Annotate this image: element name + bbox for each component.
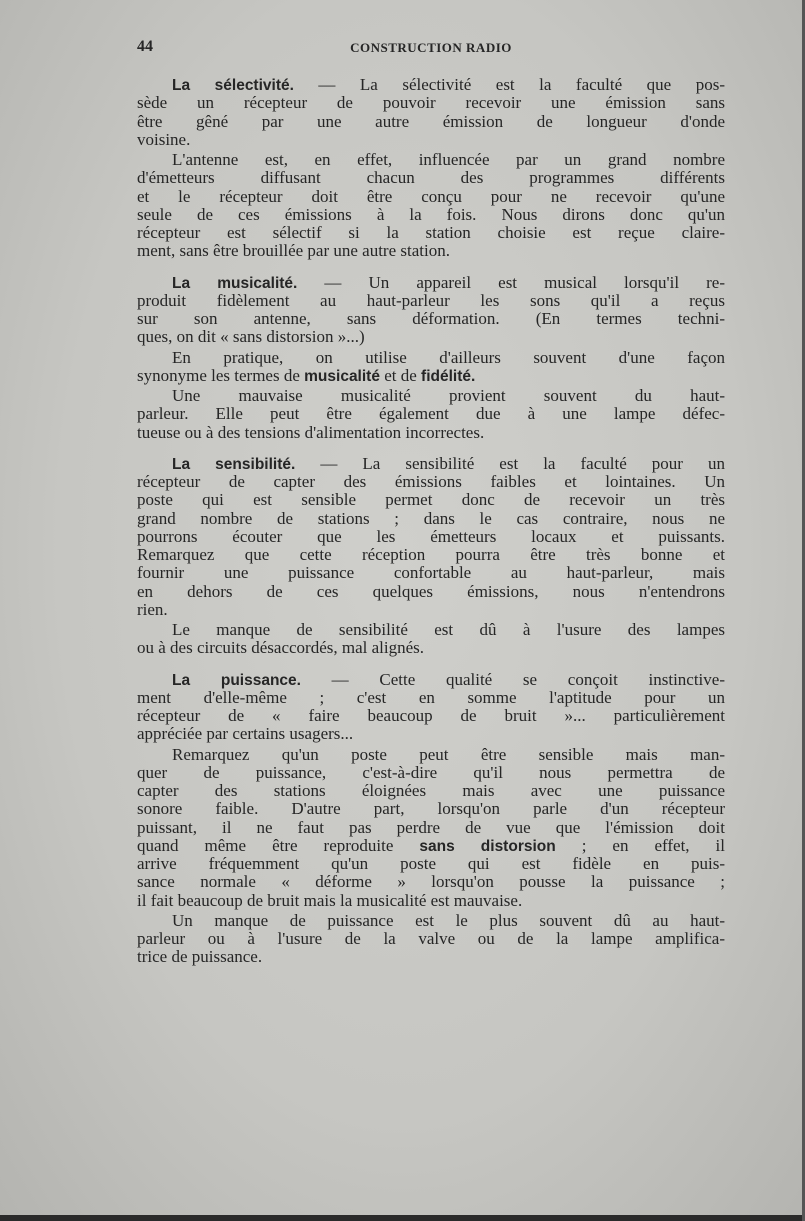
line-text: récepteur de « faire beaucoup de bruit »... particulièrement xyxy=(137,706,725,725)
text-line xyxy=(137,621,725,639)
text-line xyxy=(137,455,725,473)
line-text: arrive fréquemment qu'un poste qui est fidèle en puis- xyxy=(137,854,725,873)
line-text: — La sélectivité est la faculté que pos- xyxy=(293,75,725,94)
text-line xyxy=(137,113,725,131)
text-line xyxy=(137,583,725,601)
text-line xyxy=(137,94,725,112)
text-line xyxy=(137,707,725,725)
page-bottom-edge xyxy=(0,1215,805,1221)
line-text: parleur ou à l'usure de la valve ou de la lampe amplifica- xyxy=(137,929,725,948)
paragraph xyxy=(137,746,725,910)
page-number: 44 xyxy=(137,38,153,55)
text-line xyxy=(137,242,725,260)
section-heading: La sélectivité. xyxy=(172,77,294,94)
paragraph xyxy=(137,274,725,347)
line-text: quand même être reproduite xyxy=(137,835,420,855)
text-line xyxy=(137,725,725,743)
line-text: parleur. Elle peut être également due à une lampe défec- xyxy=(137,404,725,424)
text-line xyxy=(137,491,725,509)
line-text: Le manque de sensibilité est dû à l'usure des lampes xyxy=(172,620,725,639)
text-line xyxy=(137,274,725,292)
line-text: ment d'elle-même ; c'est en somme l'aptitude pour un xyxy=(137,687,725,707)
section xyxy=(137,671,725,967)
line-text: rien. xyxy=(137,599,168,619)
line-text: fournir une puissance confortable au haut-parleur, mais xyxy=(137,563,725,583)
text-line xyxy=(137,930,725,948)
text-line xyxy=(137,912,725,930)
line-text: sance normale « déforme » lorsqu'on pousse la puissance ; xyxy=(137,872,725,892)
text-line xyxy=(137,510,725,528)
text-line xyxy=(137,528,725,546)
running-title: CONSTRUCTION RADIO xyxy=(350,40,512,55)
text-line xyxy=(137,76,725,94)
text-line xyxy=(137,639,725,657)
section xyxy=(137,455,725,658)
text-line xyxy=(137,948,725,966)
text-line xyxy=(137,188,725,206)
line-text: — Cette qualité se conçoit instinctive- xyxy=(300,669,725,689)
line-text: tueuse ou à des tensions d'alimentation incorrectes. xyxy=(137,422,485,442)
text-line xyxy=(137,892,725,910)
text-line xyxy=(137,473,725,491)
line-text: — Un appareil est musical lorsqu'il re- xyxy=(297,272,725,292)
text-line xyxy=(137,689,725,707)
text-line xyxy=(137,837,725,855)
line-text: synonyme les termes de xyxy=(137,365,305,385)
line-text: seule de ces émissions à la fois. Nous dirons donc qu'un xyxy=(137,204,725,224)
text-line xyxy=(137,292,725,310)
paragraph xyxy=(137,387,725,442)
line-text: récepteur est sélectif si la station choisie est reçue claire- xyxy=(137,223,725,242)
line-text: — La sensibilité est la faculté pour un xyxy=(295,453,725,473)
page-body xyxy=(137,76,725,980)
line-text: et le récepteur doit être conçu pour ne recevoir qu'une xyxy=(137,186,725,206)
line-text: ou à des circuits désaccordés, mal alignés. xyxy=(137,638,425,658)
text-line xyxy=(137,131,725,149)
line-text: sur son antenne, sans déformation. (En termes techni- xyxy=(137,309,725,328)
text-line xyxy=(137,800,725,818)
text-line xyxy=(137,601,725,619)
line-text: trice de puissance. xyxy=(137,947,263,967)
line-text: L'antenne est, en effet, influencée par un grand nombre xyxy=(172,150,725,169)
line-text: ment, sans être brouillée par une autre station. xyxy=(137,241,450,261)
section-heading: La puissance. xyxy=(172,671,301,689)
text-line xyxy=(137,224,725,242)
text-line xyxy=(137,367,725,385)
line-text: Remarquez que cette réception pourra être très bonne et xyxy=(137,545,725,564)
line-text: grand nombre de stations ; dans le cas contraire, nous ne xyxy=(137,508,725,528)
line-text: ; en effet, il xyxy=(555,835,725,855)
line-text: et de xyxy=(379,365,422,385)
bold-term: sans distorsion xyxy=(419,837,556,855)
text-line xyxy=(137,855,725,873)
section xyxy=(137,76,725,261)
text-line xyxy=(137,546,725,564)
text-line xyxy=(137,151,725,169)
text-line xyxy=(137,671,725,689)
paragraph xyxy=(137,349,725,386)
text-line xyxy=(137,424,725,442)
text-line xyxy=(137,564,725,582)
line-text: ques, on dit « sans distorsion »...) xyxy=(137,327,365,347)
text-line xyxy=(137,169,725,187)
section-heading: La sensibilité. xyxy=(172,455,296,473)
text-line xyxy=(137,782,725,800)
text-line xyxy=(137,764,725,782)
text-line xyxy=(137,387,725,405)
line-text: quer de puissance, c'est-à-dire qu'il nous permettra de xyxy=(137,762,725,782)
line-text: appréciée par certains usagers... xyxy=(137,724,354,744)
line-text: être gêné par une autre émission de longueur d'onde xyxy=(137,111,725,131)
line-text: sède un récepteur de pouvoir recevoir une émission sans xyxy=(137,93,725,113)
line-text: Une mauvaise musicalité provient souvent du haut- xyxy=(172,386,725,405)
line-text: il fait beaucoup de bruit mais la musicalité est mauvaise. xyxy=(137,890,523,910)
line-text: récepteur de capter des émissions faibles et lointaines. Un xyxy=(137,472,725,491)
line-text: poste qui est sensible permet donc de recevoir un très xyxy=(137,490,725,510)
text-line xyxy=(137,328,725,346)
line-text: produit fidèlement au haut-parleur les sons qu'il a reçus xyxy=(137,290,725,310)
line-text: capter des stations éloignées mais avec une puissance xyxy=(137,781,725,800)
text-line xyxy=(137,819,725,837)
paragraph xyxy=(137,912,725,967)
paragraph xyxy=(137,455,725,619)
bold-term: musicalité xyxy=(304,367,380,385)
paragraph xyxy=(137,151,725,261)
line-text: sonore faible. D'autre part, lorsqu'on parle d'un récepteur xyxy=(137,799,725,819)
line-text: en dehors de ces quelques émissions, nous n'entendrons xyxy=(137,581,725,601)
paragraph xyxy=(137,621,725,658)
line-text: voisine. xyxy=(137,129,191,149)
section xyxy=(137,274,725,442)
text-line xyxy=(137,873,725,891)
bold-term: fidélité. xyxy=(421,367,476,385)
line-text: Un manque de puissance est le plus souvent dû au haut- xyxy=(172,910,725,930)
line-text: Remarquez qu'un poste peut être sensible mais man- xyxy=(172,744,725,764)
text-line xyxy=(137,349,725,367)
page-header xyxy=(137,38,725,58)
paragraph xyxy=(137,76,725,149)
text-line xyxy=(137,746,725,764)
paragraph xyxy=(137,671,725,744)
text-line xyxy=(137,206,725,224)
line-text: d'émetteurs diffusant chacun des programmes différents xyxy=(137,168,725,188)
text-line xyxy=(137,405,725,423)
line-text: puissant, il ne faut pas perdre de vue que l'émission doit xyxy=(137,817,725,837)
line-text: En pratique, on utilise d'ailleurs souvent d'une façon xyxy=(172,347,725,367)
line-text: pourrons écouter que les émetteurs locaux et puissants. xyxy=(137,526,725,546)
section-heading: La musicalité. xyxy=(172,274,298,292)
text-line xyxy=(137,310,725,328)
